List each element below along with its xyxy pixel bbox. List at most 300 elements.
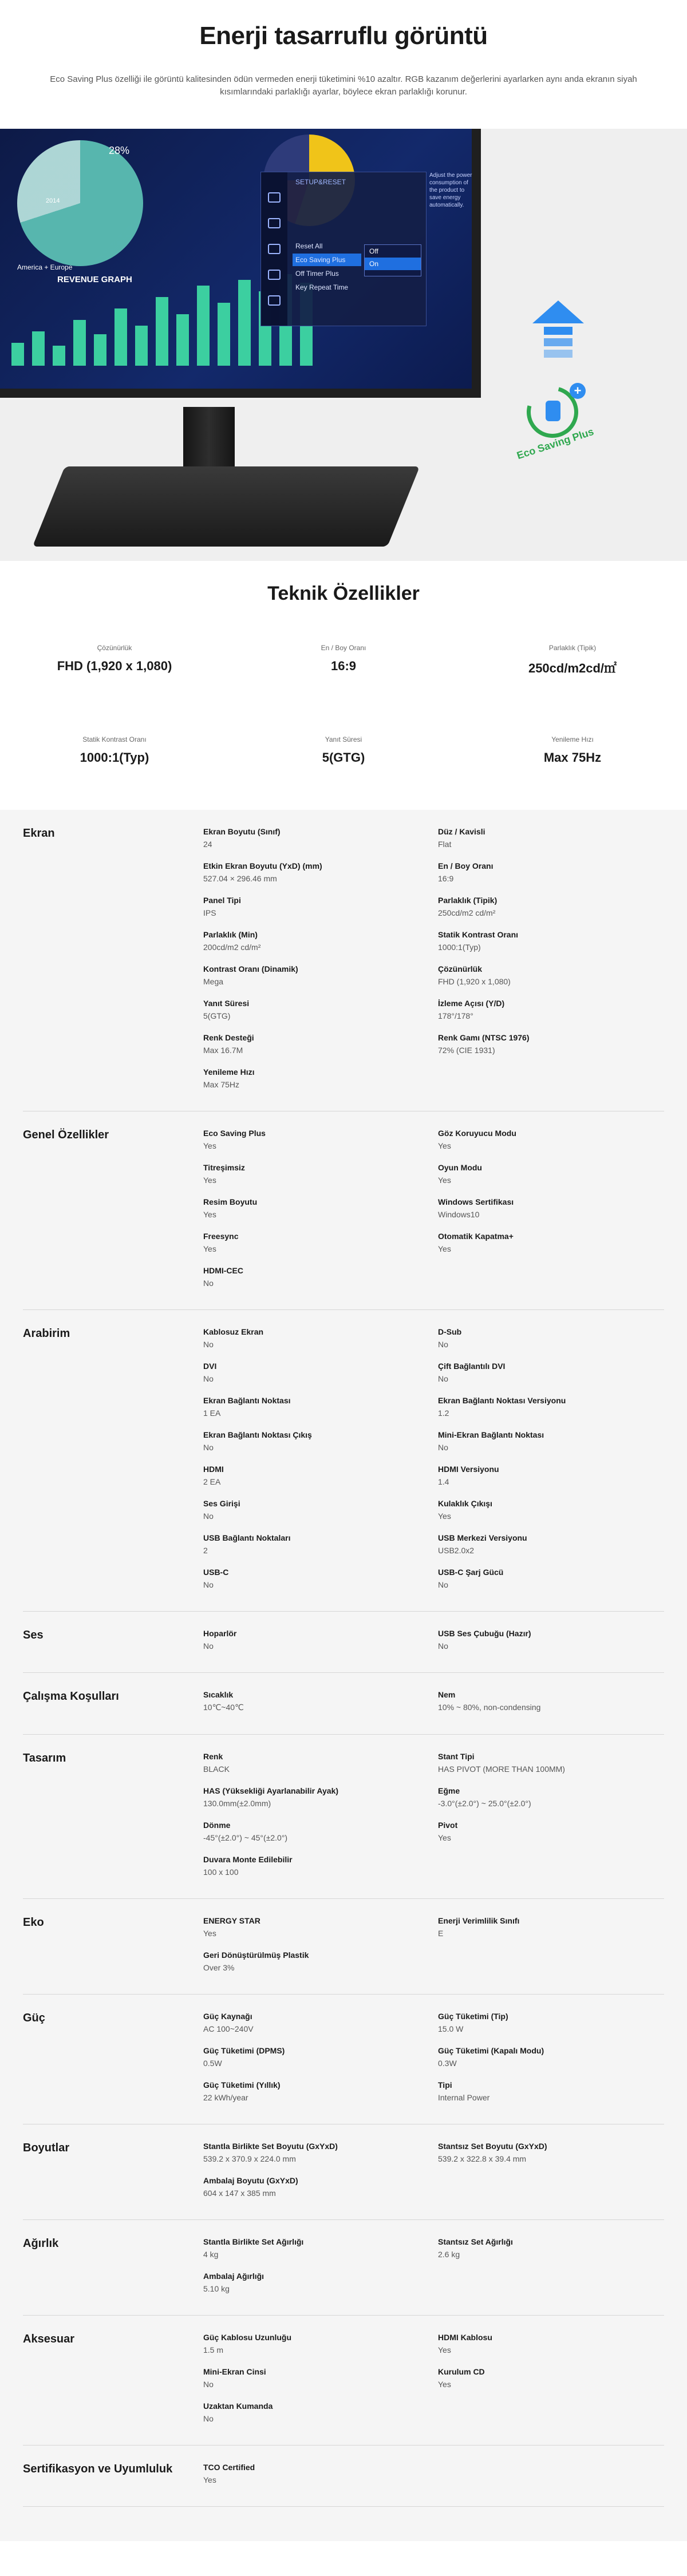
spec-value: Yes xyxy=(438,1176,451,1185)
spec-item xyxy=(203,1362,438,1383)
section-grid xyxy=(203,827,667,1089)
spec-label: TCO Certified xyxy=(203,2463,255,2472)
osd-item: Off Timer Plus xyxy=(295,270,339,278)
spec-label: Parlaklık (Min) xyxy=(203,930,258,939)
spec-item xyxy=(438,1533,667,1555)
spec-label: Güç Kablosu Uzunluğu xyxy=(203,2333,291,2342)
spec-value: Yes xyxy=(203,2475,216,2484)
hero-section xyxy=(0,0,687,561)
spec-item xyxy=(438,1821,667,1842)
spec-value: 1.5 m xyxy=(203,2345,224,2355)
spec-value: 5.10 kg xyxy=(203,2284,230,2293)
spec-label: Otomatik Kapatma+ xyxy=(438,1232,514,1241)
spec-value: No xyxy=(203,1374,214,1383)
osd-sidebar xyxy=(261,172,287,326)
summary-value: Max 75Hz xyxy=(543,750,602,765)
spec-value: Yes xyxy=(438,2345,451,2355)
spec-item xyxy=(203,896,438,917)
summary-label: Çözünürlük xyxy=(97,644,132,652)
summary-cell xyxy=(458,735,687,781)
spec-value: 1.2 xyxy=(438,1408,449,1418)
section-title: Genel Özellikler xyxy=(23,1129,109,1141)
spec-label: Stantsız Set Boyutu (GxYxD) xyxy=(438,2142,547,2151)
spec-label: Ses Girişi xyxy=(203,1499,240,1508)
section-grid xyxy=(203,1327,667,1589)
spec-item xyxy=(203,1197,438,1219)
spec-label: En / Boy Oranı xyxy=(438,861,493,870)
spec-label: Dönme xyxy=(203,1821,231,1830)
spec-value: 130.0mm(±2.0mm) xyxy=(203,1799,271,1808)
summary-label: Yenileme Hızı xyxy=(551,735,594,743)
summary-label: Statik Kontrast Oranı xyxy=(82,735,147,743)
spec-value: 250cd/m2 cd/m² xyxy=(438,908,496,917)
spec-item xyxy=(438,1568,667,1589)
spec-label: Ekran Bağlantı Noktası Çıkış xyxy=(203,1430,312,1439)
spec-label: Pivot xyxy=(438,1821,458,1830)
spec-label: D-Sub xyxy=(438,1327,462,1336)
spec-label: Çözünürlük xyxy=(438,964,482,974)
spec-label: Kablosuz Ekran xyxy=(203,1327,264,1336)
section-title: Ekran xyxy=(23,827,55,840)
spec-value: No xyxy=(203,1580,214,1589)
spec-item xyxy=(438,1232,667,1253)
spec-value: Yes xyxy=(203,1176,216,1185)
osd-menu xyxy=(260,172,427,326)
spec-label: USB Bağlantı Noktaları xyxy=(203,1533,291,1542)
section-grid xyxy=(203,1129,667,1288)
section-title: Ses xyxy=(23,1629,44,1641)
spec-section xyxy=(23,827,664,1111)
osd-submenu xyxy=(364,244,421,276)
hero-description: Eco Saving Plus özelliği ile görüntü kalitesinden ödün vermeden enerji tüketimini %10 azaltır. RGB kazanım değerlerini ayarlarken aynı anda ekranın siyah kısımlarındaki parlaklığı ayarlar, böylece ekran parlaklığı korunur. xyxy=(50,74,637,97)
spec-label: Güç Tüketimi (Kapalı Modu) xyxy=(438,2046,544,2055)
osd-display-icon xyxy=(268,218,281,228)
spec-label: USB-C Şarj Gücü xyxy=(438,1568,504,1577)
spec-item xyxy=(438,2046,667,2068)
spec-label: Kurulum CD xyxy=(438,2367,485,2376)
spec-label: ENERGY STAR xyxy=(203,1916,260,1925)
section-grid xyxy=(203,1629,667,1651)
spec-item xyxy=(438,1163,667,1185)
spec-label: Geri Dönüştürülmüş Plastik xyxy=(203,1950,309,1960)
spec-item xyxy=(438,1786,667,1808)
screen-graph-title: REVENUE GRAPH xyxy=(57,275,132,284)
spec-item xyxy=(438,2142,667,2163)
spec-label: Windows Sertifikası xyxy=(438,1197,514,1206)
spec-label: Mini-Ekran Cinsi xyxy=(203,2367,266,2376)
spec-item xyxy=(438,999,667,1020)
summary-cell xyxy=(0,644,229,690)
spec-item xyxy=(438,1690,667,1712)
spec-label: HDMI Kablosu xyxy=(438,2333,492,2342)
spec-label: Ekran Bağlantı Noktası xyxy=(203,1396,291,1405)
spec-label: Statik Kontrast Oranı xyxy=(438,930,519,939)
spec-item xyxy=(438,1916,667,1938)
spec-label: USB Merkezi Versiyonu xyxy=(438,1533,527,1542)
osd-option: Off xyxy=(369,247,378,255)
summary-value: 250cd/m2cd/㎡ xyxy=(528,661,617,675)
spec-item xyxy=(203,2333,438,2355)
section-grid xyxy=(203,1690,667,1712)
spec-section xyxy=(23,1899,664,1995)
spec-item xyxy=(203,1163,438,1185)
spec-value: HAS PIVOT (MORE THAN 100MM) xyxy=(438,1764,565,1774)
hero-title: Enerji tasarruflu görüntü xyxy=(199,22,488,50)
spec-label: Hoparlör xyxy=(203,1629,237,1638)
spec-label: Stantla Birlikte Set Ağırlığı xyxy=(203,2237,304,2246)
spec-label: Nem xyxy=(438,1690,456,1699)
spec-item xyxy=(203,1499,438,1521)
spec-section xyxy=(23,2220,664,2316)
spec-value: Mega xyxy=(203,977,224,986)
spec-item xyxy=(203,1855,438,1877)
spec-item xyxy=(203,2272,438,2293)
spec-label: HDMI Versiyonu xyxy=(438,1465,499,1474)
spec-value: USB2.0x2 xyxy=(438,1546,475,1555)
spec-value: Yes xyxy=(203,1244,216,1253)
spec-item xyxy=(203,2080,438,2102)
spec-label: HAS (Yüksekliği Ayarlanabilir Ayak) xyxy=(203,1786,339,1795)
monitor-stand-neck xyxy=(183,407,235,476)
spec-value: No xyxy=(203,1641,214,1651)
screen-pie-chart xyxy=(17,140,143,266)
spec-label: HDMI-CEC xyxy=(203,1266,243,1275)
spec-label: Stantla Birlikte Set Boyutu (GxYxD) xyxy=(203,2142,338,2151)
spec-item xyxy=(438,1499,667,1521)
summary-value: 16:9 xyxy=(330,659,357,673)
spec-value: 4 kg xyxy=(203,2250,219,2259)
spec-label: Renk Gamı (NTSC 1976) xyxy=(438,1033,530,1042)
spec-value: No xyxy=(438,1641,448,1651)
osd-settings-icon xyxy=(268,270,281,280)
specs-header xyxy=(0,561,687,605)
spec-value: 5(GTG) xyxy=(203,1011,231,1020)
spec-label: Duvara Monte Edilebilir xyxy=(203,1855,293,1864)
spec-item xyxy=(203,1033,438,1055)
osd-picture-icon xyxy=(268,192,281,203)
osd-system-icon xyxy=(268,244,281,254)
spec-label: Yanıt Süresi xyxy=(203,999,250,1008)
spec-value: FHD (1,920 x 1,080) xyxy=(438,977,511,986)
spec-item xyxy=(203,1465,438,1486)
spec-label: Tipi xyxy=(438,2080,452,2090)
spec-value: No xyxy=(203,2414,214,2423)
spec-label: Renk xyxy=(203,1752,223,1761)
spec-label: USB-C xyxy=(203,1568,229,1577)
spec-value: Yes xyxy=(438,1244,451,1253)
section-title: Aksesuar xyxy=(23,2333,75,2345)
spec-item xyxy=(203,2237,438,2259)
spec-label: Enerji Verimlilik Sınıfı xyxy=(438,1916,520,1925)
summary-cell xyxy=(229,644,458,690)
spec-label: Eğme xyxy=(438,1786,460,1795)
section-grid xyxy=(203,1916,667,1972)
spec-value: 527.04 × 296.46 mm xyxy=(203,874,277,883)
summary-cell xyxy=(0,735,229,781)
spec-item xyxy=(438,2012,667,2033)
spec-label: Sıcaklık xyxy=(203,1690,234,1699)
spec-item xyxy=(203,1950,438,1972)
arrow-up-icon xyxy=(532,300,584,363)
summary-value: 1000:1(Typ) xyxy=(80,750,149,765)
spec-item xyxy=(438,2237,667,2259)
spec-label: Mini-Ekran Bağlantı Noktası xyxy=(438,1430,544,1439)
section-grid xyxy=(203,2012,667,2102)
spec-item xyxy=(438,1129,667,1150)
specs-details xyxy=(0,810,687,2541)
spec-value: 604 x 147 x 385 mm xyxy=(203,2189,276,2198)
section-title: Çalışma Koşulları xyxy=(23,1690,119,1703)
spec-value: 72% (CIE 1931) xyxy=(438,1046,495,1055)
spec-value: 0.5W xyxy=(203,2059,222,2068)
spec-item xyxy=(203,1629,438,1651)
specs-summary xyxy=(0,605,687,804)
spec-item xyxy=(203,1232,438,1253)
summary-value: FHD (1,920 x 1,080) xyxy=(57,659,172,673)
spec-item xyxy=(203,2463,438,2484)
spec-value: 2 xyxy=(203,1546,208,1555)
spec-item xyxy=(203,1752,438,1774)
spec-value: No xyxy=(203,1511,214,1521)
spec-item xyxy=(203,930,438,952)
spec-label: Ekran Boyutu (Sınıf) xyxy=(203,827,281,836)
osd-option: On xyxy=(365,258,421,270)
spec-item xyxy=(203,964,438,986)
spec-label: Güç Tüketimi (Tip) xyxy=(438,2012,508,2021)
spec-value: No xyxy=(438,1443,448,1452)
spec-item xyxy=(438,1033,667,1055)
spec-value: Yes xyxy=(203,1141,216,1150)
section-grid xyxy=(203,1752,667,1877)
plug-icon xyxy=(546,401,560,421)
summary-label: En / Boy Oranı xyxy=(321,644,366,652)
monitor-stand-base xyxy=(33,466,420,547)
spec-value: Flat xyxy=(438,840,452,849)
spec-item xyxy=(438,1430,667,1452)
spec-label: Düz / Kavisli xyxy=(438,827,485,836)
spec-item xyxy=(203,1786,438,1808)
section-title: Sertifikasyon ve Uyumluluk xyxy=(23,2463,173,2475)
spec-section xyxy=(23,2124,664,2220)
spec-value: 100 x 100 xyxy=(203,1867,239,1877)
spec-label: Kulaklık Çıkışı xyxy=(438,1499,492,1508)
eco-saving-plus-text: Eco Saving Plus xyxy=(515,425,595,462)
spec-item xyxy=(438,827,667,849)
section-grid xyxy=(203,2463,667,2484)
spec-item xyxy=(203,999,438,1020)
spec-item xyxy=(438,964,667,986)
specs-title: Teknik Özellikler xyxy=(267,583,420,604)
spec-item xyxy=(203,1266,438,1288)
spec-item xyxy=(203,1430,438,1452)
screen-pie-label: 28% xyxy=(109,145,130,156)
spec-item xyxy=(438,2333,667,2355)
spec-value: No xyxy=(203,2380,214,2389)
spec-section xyxy=(23,1310,664,1612)
spec-item xyxy=(438,861,667,883)
spec-value: Windows10 xyxy=(438,1210,480,1219)
spec-item xyxy=(203,2046,438,2068)
spec-label: Renk Desteği xyxy=(203,1033,254,1042)
spec-item xyxy=(203,1568,438,1589)
spec-item xyxy=(203,2012,438,2033)
spec-value: Over 3% xyxy=(203,1963,235,1972)
spec-item xyxy=(438,1629,667,1651)
spec-label: Etkin Ekran Boyutu (YxD) (mm) xyxy=(203,861,322,870)
spec-value: BLACK xyxy=(203,1764,230,1774)
spec-label: Kontrast Oranı (Dinamik) xyxy=(203,964,298,974)
spec-value: 1 EA xyxy=(203,1408,221,1418)
spec-label: Güç Tüketimi (DPMS) xyxy=(203,2046,285,2055)
spec-item xyxy=(438,2080,667,2102)
spec-item xyxy=(203,1129,438,1150)
spec-section xyxy=(23,1735,664,1899)
osd-header: SETUP&RESET xyxy=(295,178,346,186)
spec-value: Yes xyxy=(203,1929,216,1938)
spec-value: AC 100~240V xyxy=(203,2024,254,2033)
spec-label: Freesync xyxy=(203,1232,239,1241)
spec-value: 15.0 W xyxy=(438,2024,464,2033)
spec-value: -3.0°(±2.0°) ~ 25.0°(±2.0°) xyxy=(438,1799,531,1808)
spec-label: Göz Koruyucu Modu xyxy=(438,1129,516,1138)
spec-value: Yes xyxy=(438,2380,451,2389)
spec-value: No xyxy=(203,1443,214,1452)
spec-value: 10℃~40℃ xyxy=(203,1703,244,1712)
section-title: Tasarım xyxy=(23,1752,66,1764)
section-title: Boyutlar xyxy=(23,2142,70,2154)
spec-label: DVI xyxy=(203,1362,217,1371)
section-title: Eko xyxy=(23,1916,44,1929)
summary-cell xyxy=(458,644,687,690)
spec-value: 2.6 kg xyxy=(438,2250,460,2259)
product-image xyxy=(0,129,687,561)
spec-value: 539.2 x 322.8 x 39.4 mm xyxy=(438,2154,527,2163)
monitor-screen xyxy=(0,129,481,398)
summary-value: 5(GTG) xyxy=(322,750,365,765)
spec-label: Yenileme Hızı xyxy=(203,1067,255,1077)
osd-item: Eco Saving Plus xyxy=(295,256,346,264)
spec-item xyxy=(438,2367,667,2389)
section-grid xyxy=(203,2237,667,2293)
spec-item xyxy=(203,1533,438,1555)
spec-value: No xyxy=(438,1374,448,1383)
spec-value: No xyxy=(438,1580,448,1589)
spec-label: Stantsız Set Ağırlığı xyxy=(438,2237,513,2246)
spec-value: No xyxy=(438,1340,448,1349)
spec-section xyxy=(23,1673,664,1735)
spec-section xyxy=(23,1995,664,2124)
spec-value: 200cd/m2 cd/m² xyxy=(203,943,261,952)
spec-label: Titreşimsiz xyxy=(203,1163,245,1172)
spec-item xyxy=(438,1197,667,1219)
spec-value: 2 EA xyxy=(203,1477,221,1486)
spec-label: Güç Tüketimi (Yıllık) xyxy=(203,2080,281,2090)
spec-value: 1.4 xyxy=(438,1477,449,1486)
screen-pie-small: 2014 xyxy=(46,197,60,204)
spec-label: Çift Bağlantılı DVI xyxy=(438,1362,506,1371)
spec-value: 22 kWh/year xyxy=(203,2093,248,2102)
spec-item xyxy=(203,1821,438,1842)
spec-section xyxy=(23,1612,664,1673)
spec-value: E xyxy=(438,1929,444,1938)
spec-value: No xyxy=(203,1340,214,1349)
spec-section xyxy=(23,2316,664,2446)
spec-value: No xyxy=(203,1279,214,1288)
spec-item xyxy=(203,861,438,883)
spec-item xyxy=(203,2367,438,2389)
spec-value: Yes xyxy=(203,1210,216,1219)
spec-value: 10% ~ 80%, non-condensing xyxy=(438,1703,541,1712)
spec-label: HDMI xyxy=(203,1465,224,1474)
spec-value: 1000:1(Typ) xyxy=(438,943,481,952)
spec-item xyxy=(203,1067,438,1089)
spec-item xyxy=(203,2176,438,2198)
section-title: Güç xyxy=(23,2012,45,2024)
spec-item xyxy=(203,1690,438,1712)
summary-label: Parlaklık (Tipik) xyxy=(548,644,597,652)
spec-item xyxy=(203,2401,438,2423)
spec-item xyxy=(438,1327,667,1349)
spec-label: Ekran Bağlantı Noktası Versiyonu xyxy=(438,1396,566,1405)
spec-value: 178°/178° xyxy=(438,1011,473,1020)
spec-value: 24 xyxy=(203,840,212,849)
spec-item xyxy=(438,896,667,917)
spec-item xyxy=(203,1916,438,1938)
spec-label: Parlaklık (Tipik) xyxy=(438,896,498,905)
spec-section xyxy=(23,2446,664,2507)
spec-item xyxy=(203,1327,438,1349)
spec-label: Resim Boyutu xyxy=(203,1197,258,1206)
summary-cell xyxy=(229,735,458,781)
osd-info-icon xyxy=(268,295,281,306)
spec-label: Eco Saving Plus xyxy=(203,1129,266,1138)
spec-item xyxy=(438,1362,667,1383)
spec-item xyxy=(203,2142,438,2163)
section-grid xyxy=(203,2333,667,2423)
spec-value: Max 75Hz xyxy=(203,1080,240,1089)
spec-item xyxy=(438,1752,667,1774)
section-title: Arabirim xyxy=(23,1327,70,1340)
section-grid xyxy=(203,2142,667,2198)
spec-value: 539.2 x 370.9 x 224.0 mm xyxy=(203,2154,296,2163)
osd-info-text: Adjust the power consumption of the product to save energy automatically. xyxy=(429,172,472,208)
spec-label: USB Ses Çubuğu (Hazır) xyxy=(438,1629,531,1638)
spec-value: Yes xyxy=(438,1141,451,1150)
spec-label: Uzaktan Kumanda xyxy=(203,2401,273,2411)
osd-item: Key Repeat Time xyxy=(295,283,349,291)
spec-label: Güç Kaynağı xyxy=(203,2012,252,2021)
spec-item xyxy=(203,1396,438,1418)
eco-saving-plus-logo xyxy=(512,375,604,466)
spec-value: IPS xyxy=(203,908,216,917)
spec-value: Internal Power xyxy=(438,2093,490,2102)
osd-item: Reset All xyxy=(295,242,323,250)
plus-icon: + xyxy=(570,383,586,399)
spec-label: Ambalaj Ağırlığı xyxy=(203,2272,264,2281)
spec-item xyxy=(203,827,438,849)
spec-label: Stant Tipi xyxy=(438,1752,475,1761)
spec-item xyxy=(438,1465,667,1486)
spec-label: İzleme Açısı (Y/D) xyxy=(438,999,505,1008)
spec-label: Oyun Modu xyxy=(438,1163,482,1172)
section-title: Ağırlık xyxy=(23,2237,59,2250)
spec-label: Panel Tipi xyxy=(203,896,241,905)
spec-value: 16:9 xyxy=(438,874,454,883)
spec-value: 0.3W xyxy=(438,2059,457,2068)
spec-value: -45°(±2.0°) ~ 45°(±2.0°) xyxy=(203,1833,288,1842)
spec-item xyxy=(438,930,667,952)
spec-value: Max 16.7M xyxy=(203,1046,243,1055)
